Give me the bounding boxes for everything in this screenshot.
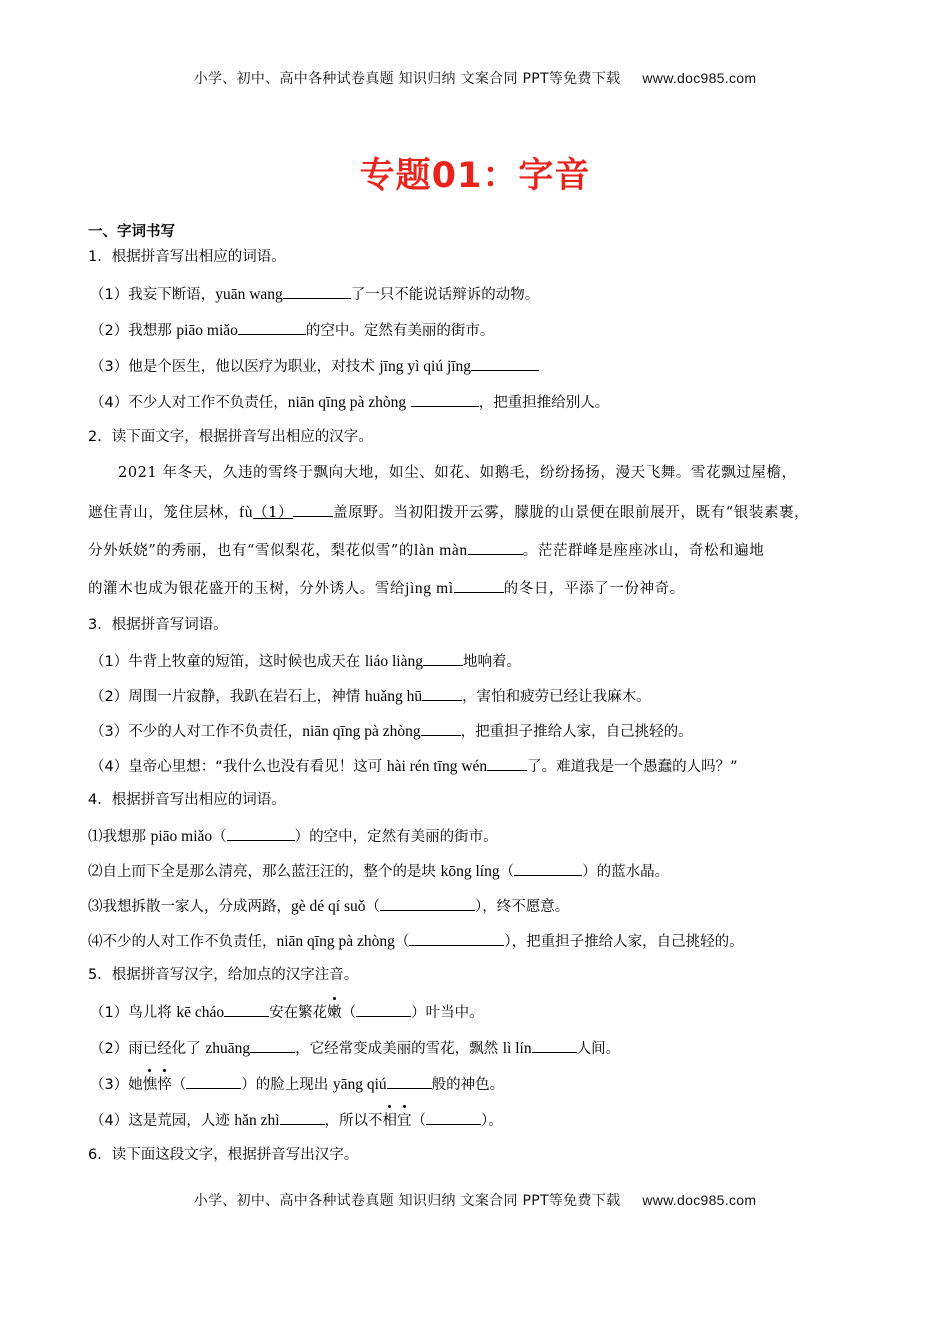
q5-item-3: （3）她憔悴（ ）的脸上现出 yāng qiú 般的神色。 [88,1072,878,1108]
q1-stem: 1．根据拼音写出相应的词语。 [88,249,286,265]
section-heading: 一、字词书写 [88,224,175,240]
page-header [0,68,950,88]
dotted-char: 嫩 [327,1002,342,1024]
page-footer [0,1190,950,1210]
q2-passage-line-2: 遮住青山，笼住层林，fù（1） 盖原野。当初阳拨开云雾，朦胧的山景便在眼前展开，既有“银装素裹， [88,500,878,538]
answer-blank[interactable] [186,1072,241,1089]
q6-stem: 6．读下面这段文字，根据拼音写出汉字。 [88,1147,359,1163]
answer-blank[interactable] [421,719,461,736]
answer-blank[interactable] [468,538,523,555]
answer-blank[interactable] [227,824,295,841]
q2-passage-line-3: 分外妖娆”的秀丽，也有“雪似梨花，梨花似雪”的làn màn 。茫茫群峰是座座冰山，奇松和遍地 [88,538,878,576]
answer-blank[interactable] [411,390,479,407]
q4-item-2: ⑵自上而下全是那么清亮，那么蓝汪汪的，整个的是块 kōng líng（ ）的蓝水晶。 [88,859,878,894]
q1-item-2: （2）我想那 piāo miǎo 的空中。定然有美丽的街市。 [88,318,878,354]
answer-blank[interactable] [454,576,504,593]
document-body [88,221,878,1180]
answer-blank[interactable] [283,282,351,299]
answer-blank[interactable] [514,859,582,876]
q3-item-4: （4）皇帝心里想：“我什么也没有看见！这可 hài rén tīng wén 了。难道我是一个愚蠢的人吗？” [88,754,878,789]
q4-item-1: ⑴我想那 piāo miǎo（ ）的空中，定然有美丽的街市。 [88,824,878,859]
answer-blank[interactable] [356,1000,411,1017]
q3-item-1: （1）牛背上牧童的短笛，这时候也成天在 liáo liàng 地响着。 [88,649,878,684]
q4-item-4: ⑷不少的人对工作不负责任，niān qīng pà zhòng（ ），把重担子推给人家，自己挑轻的。 [88,929,878,964]
q1-item-1: （1）我妄下断语，yuān wang 了一只不能说话辩诉的动物。 [88,282,878,318]
answer-blank[interactable] [487,754,527,771]
q2-passage-line-4: 的灌木也成为银花盛开的玉树，分外诱人。雪给jìng mì 的冬日，平添了一份神奇。 [88,576,878,614]
q4-stem: 4．根据拼音写出相应的词语。 [88,792,286,808]
answer-blank[interactable] [532,1036,577,1053]
q3-stem: 3．根据拼音写词语。 [88,617,228,633]
answer-blank[interactable] [387,1072,432,1089]
q3-item-3: （3）不少的人对工作不负责任，niān qīng pà zhòng ，把重担子推给人家，自己挑轻的。 [88,719,878,754]
answer-blank[interactable] [422,684,462,701]
answer-blank[interactable] [250,1036,295,1053]
answer-blank[interactable] [409,929,504,946]
answer-blank[interactable] [238,318,306,335]
footer-text: 小学、初中、高中各种试卷真题 知识归纳 文案合同 PPT等免费下载 [193,1193,621,1209]
q5-stem: 5．根据拼音写汉字，给加点的汉字注音。 [88,967,359,983]
q5-item-2: （2）雨已经化了 zhuāng ，它经常变成美丽的雪花，飘然 lì lín 人间。 [88,1036,878,1072]
footer-url[interactable]: www.doc985.com [642,1192,757,1208]
dotted-char: 相 [383,1110,398,1132]
dotted-char: 悴 [157,1074,172,1096]
answer-blank[interactable] [380,894,475,911]
q1-item-4: （4）不少人对工作不负责任，niān qīng pà zhòng ，把重担推给别人。 [88,390,878,426]
q2-passage-line-1: 2021 年冬天，久违的雪终于飘向大地，如尘、如花、如鹅毛，纷纷扬扬，漫天飞舞。雪花飘过屋檐， [118,465,797,481]
q1-item-3: （3）他是个医生，他以医疗为职业，对技术 jīng yì qiú jīng [88,354,878,390]
answer-blank[interactable] [471,354,539,371]
answer-blank[interactable] [293,500,333,517]
answer-blank[interactable] [426,1108,481,1125]
answer-blank[interactable] [280,1108,325,1125]
page-title: 专题01：字音 [359,156,591,196]
answer-blank[interactable] [224,1000,269,1017]
header-text: 小学、初中、高中各种试卷真题 知识归纳 文案合同 PPT等免费下载 [193,71,621,87]
dotted-char: 憔 [143,1074,158,1096]
q5-item-1: （1）鸟儿将 kē cháo 安在繁花嫩（ ）叶当中。 [88,1000,878,1036]
q5-item-4: （4）这是荒园，人迹 hǎn zhì ，所以不相宜（ ）。 [88,1108,878,1144]
blank-marker: （1） [253,505,294,521]
q4-item-3: ⑶我想拆散一家人，分成两路，gè dé qí suǒ（ ），终不愿意。 [88,894,878,929]
header-url[interactable]: www.doc985.com [642,70,757,86]
q3-item-2: （2）周围一片寂静，我趴在岩石上，神情 huǎng hū ，害怕和疲劳已经让我麻木。 [88,684,878,719]
answer-blank[interactable] [423,649,463,666]
q2-stem: 2．读下面文字，根据拼音写出相应的汉字。 [88,429,373,445]
dotted-char: 宜 [397,1110,412,1132]
